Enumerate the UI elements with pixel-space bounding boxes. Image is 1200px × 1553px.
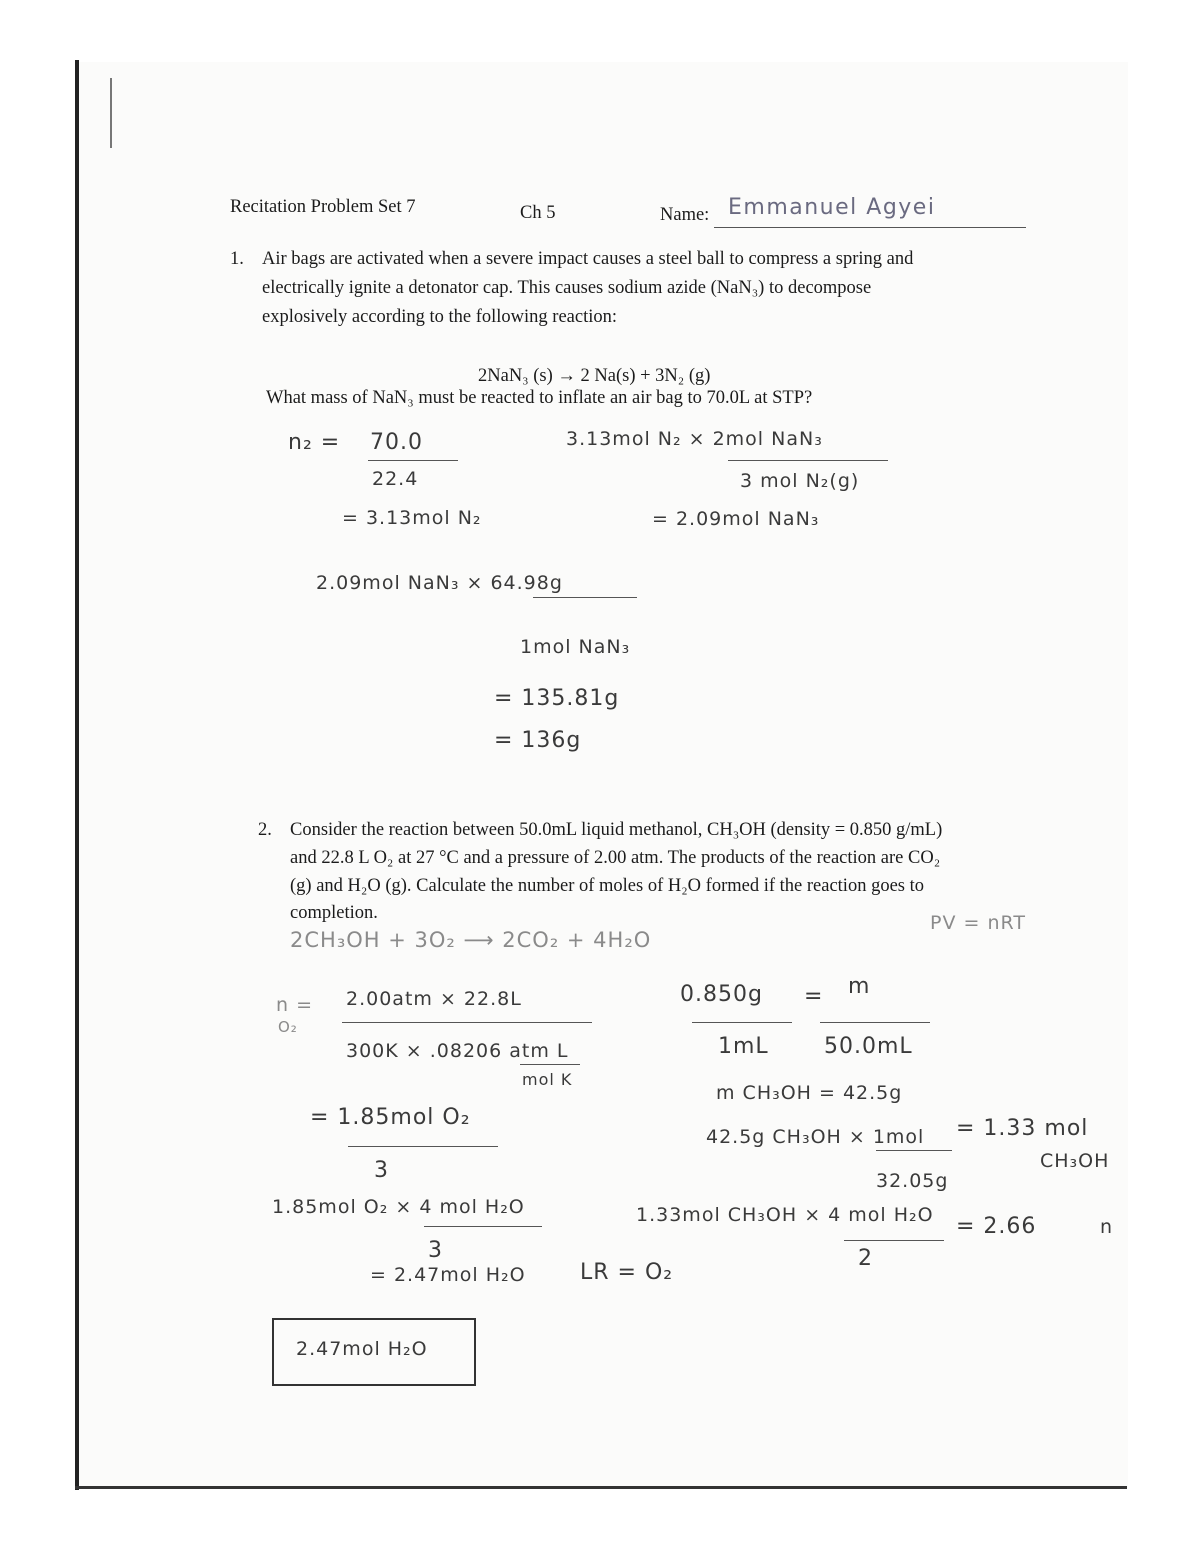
- p2-o2-conversion-bar: [424, 1226, 542, 1227]
- p1-mass-result-1: = 135.81g: [494, 686, 620, 711]
- p2-n-denominator-unit: mol K: [522, 1070, 573, 1089]
- p1-n-fraction-bar: [368, 460, 458, 461]
- p1-mass-bar: [533, 597, 637, 598]
- student-name: Emmanuel Agyei: [728, 195, 936, 220]
- p2-methanol-moles-result: = 1.33 mol: [956, 1116, 1089, 1141]
- p2-methanol-mass: m CH₃OH = 42.5g: [716, 1082, 903, 1104]
- final-answer: 2.47mol H₂O: [296, 1338, 428, 1360]
- p2-n-result-numerator: = 1.85mol O₂: [310, 1105, 471, 1130]
- paper-left-edge: [75, 60, 79, 1490]
- problem-2-number: 2.: [258, 820, 272, 840]
- p2-density-denominator: 1mL: [718, 1034, 769, 1059]
- p2-methanol-moles-unit: CH₃OH: [1040, 1150, 1110, 1172]
- p2-mass-denominator: 50.0mL: [824, 1034, 913, 1059]
- p2-o2-result: = 2.47mol H₂O: [370, 1264, 526, 1286]
- p2-n-subscript: O₂: [278, 1018, 298, 1036]
- problem-2-line-3: (g) and H₂O (g). Calculate the number of moles of H₂O formed if the reaction goes to: [290, 876, 924, 896]
- problem-2-line-2: and 22.8 L O₂ at 27 °C and a pressure of 2.00 atm. The products of the reaction are CO₂: [290, 848, 941, 868]
- p2-methanol-moles-bar: [876, 1150, 952, 1151]
- p2-water-moles-denominator: 2: [858, 1246, 873, 1271]
- p1-n-numerator: 70.0: [370, 430, 423, 455]
- p2-n-result-bar: [348, 1146, 498, 1147]
- p2-mass-numerator: m: [848, 974, 871, 999]
- p1-mass-denominator: 1mol NaN₃: [520, 636, 631, 658]
- problem-1-line-2: electrically ignite a detonator cap. This causes sodium azide (NaN₃) to decompose: [262, 278, 872, 298]
- p2-o2-conversion-numerator: 1.85mol O₂ × 4 mol H₂O: [272, 1196, 525, 1218]
- p2-limiting-reactant: LR = O₂: [580, 1260, 674, 1285]
- scan-mark: [110, 78, 112, 148]
- p1-conversion-result: = 2.09mol NaN₃: [652, 508, 820, 530]
- p1-n-result: = 3.13mol N₂: [342, 507, 482, 529]
- problem-2-line-1: Consider the reaction between 50.0mL liquid methanol, CH₃OH (density = 0.850 g/mL): [290, 820, 943, 840]
- p2-reaction: 2CH₃OH + 3O₂ ⟶ 2CO₂ + 4H₂O: [290, 928, 652, 952]
- p2-o2-conversion-denominator: 3: [428, 1238, 443, 1263]
- p2-water-moles-bar: [844, 1240, 944, 1241]
- paper-bottom-edge: [75, 1486, 1127, 1489]
- p2-density-equals: =: [804, 984, 824, 1009]
- p2-unit-bar: [520, 1064, 580, 1065]
- problem-2-line-4: completion.: [290, 903, 378, 923]
- worksheet-title: Recitation Problem Set 7: [230, 197, 416, 217]
- p2-water-moles-result: = 2.66: [956, 1214, 1037, 1239]
- p2-density-numerator: 0.850g: [680, 982, 763, 1007]
- p2-n-bar: [342, 1022, 592, 1023]
- name-underline: [714, 227, 1026, 228]
- name-label: Name:: [660, 205, 710, 225]
- p1-conversion-denominator: 3 mol N₂(g): [740, 470, 860, 492]
- p2-water-moles-numerator: 1.33mol CH₃OH × 4 mol H₂O: [636, 1204, 934, 1226]
- p1-mass-numerator: 2.09mol NaN₃ × 64.98g: [316, 572, 563, 594]
- problem-1-number: 1.: [230, 249, 244, 269]
- p2-n-result-denominator: 3: [374, 1158, 389, 1183]
- p1-n-label: n₂ =: [288, 430, 341, 455]
- p2-ideal-gas-law: PV = nRT: [930, 912, 1026, 934]
- p1-conversion-numerator: 3.13mol N₂ × 2mol NaN₃: [566, 428, 823, 450]
- problem-1-line-3: explosively according to the following reaction:: [262, 307, 617, 327]
- p2-n-numerator: 2.00atm × 22.8L: [346, 988, 522, 1010]
- p2-mass-bar: [820, 1022, 930, 1023]
- p1-mass-result-2: = 136g: [494, 728, 582, 753]
- problem-1-line-1: Air bags are activated when a severe impact causes a steel ball to compress a spring and: [262, 249, 914, 269]
- p2-n-denominator: 300K × .08206 atm L: [346, 1040, 569, 1062]
- p1-n-denominator: 22.4: [372, 468, 419, 490]
- problem-1-question: What mass of NaN₃ must be reacted to inflate an air bag to 70.0L at STP?: [266, 388, 813, 408]
- p1-conversion-bar: [728, 460, 888, 461]
- p2-density-bar: [692, 1022, 792, 1023]
- p2-methanol-moles-denominator: 32.05g: [876, 1170, 949, 1192]
- p2-methanol-moles-numerator: 42.5g CH₃OH × 1mol: [706, 1126, 925, 1148]
- problem-1-equation: 2NaN₃ (s) → 2 Na(s) + 3N₂ (g): [478, 366, 711, 386]
- p2-n-label: n =: [276, 994, 314, 1016]
- p2-water-moles-unit: n: [1100, 1216, 1114, 1238]
- chapter-label: Ch 5: [520, 203, 556, 223]
